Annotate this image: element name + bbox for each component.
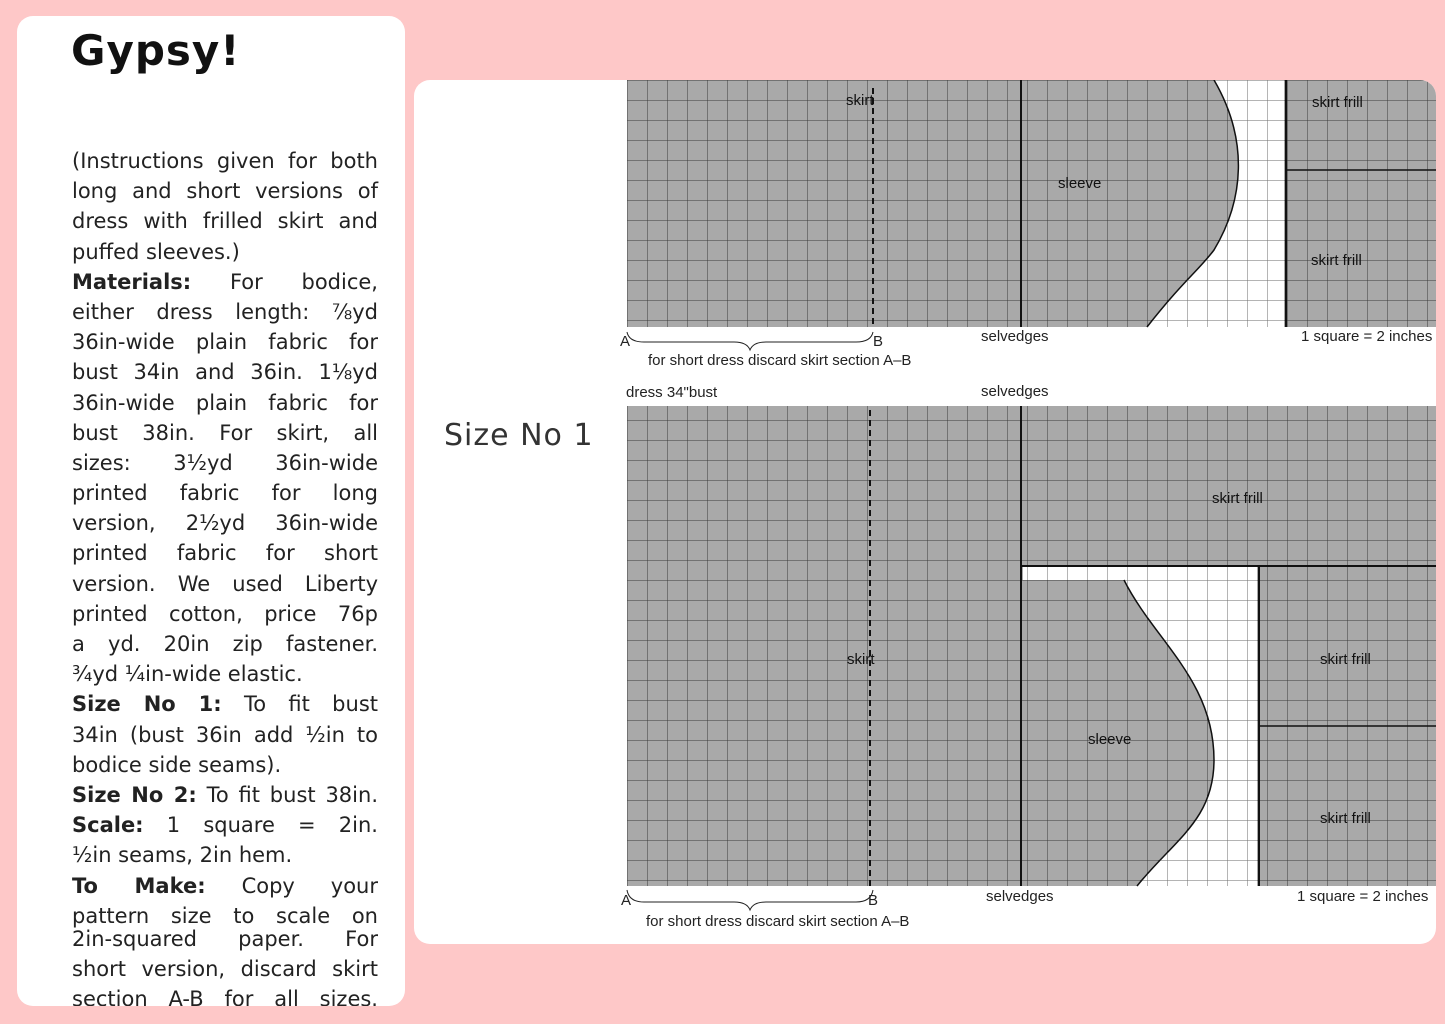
text-line: long and short versions of [72, 179, 378, 204]
top-discard-note: for short dress discard skirt section A–B [648, 352, 912, 369]
text-line: Copy your [241, 873, 378, 898]
top-point-a: A [620, 333, 631, 350]
text-line: ½in seams, 2in hem. [72, 843, 293, 868]
text-line: dress with frilled skirt and [72, 209, 378, 234]
text-line: version. We used Liberty [72, 571, 378, 596]
top-point-b: B [873, 333, 884, 350]
text-line: printed fabric for short [72, 541, 378, 566]
text-line: bodice side seams). [72, 752, 282, 777]
materials-label: Materials: [72, 269, 192, 294]
top-frill-label-1: skirt frill [1312, 94, 1363, 111]
top-pattern-grid [627, 80, 1436, 350]
text-line: puffed sleeves.) [72, 239, 240, 264]
text-line: 36in-wide plain fabric for [72, 330, 378, 355]
size2-label: Size No 2: [72, 782, 197, 807]
text-line: bust 38in. For skirt, all [72, 420, 378, 445]
text-line: printed cotton, price 76p [72, 601, 378, 626]
intro-paragraph [72, 146, 378, 931]
text-line: section A-B for all sizes. [72, 987, 378, 1006]
size-label: Size No 1 [444, 418, 594, 453]
text-line: ¾yd ¼in-wide elastic. [72, 662, 303, 687]
top-sleeve-label: sleeve [1058, 175, 1102, 192]
text-line: short version, discard skirt [72, 957, 378, 982]
to-make-label: To Make: [72, 873, 206, 898]
top-scale-note: 1 square = 2 inches [1301, 328, 1433, 345]
bottom-point-a: A [621, 892, 632, 909]
bottom-pattern-grid [627, 406, 1436, 910]
bottom-point-b: B [868, 892, 879, 909]
text-line: 1 square = 2in. [166, 813, 378, 838]
bottom-frill-label-1: skirt frill [1212, 490, 1263, 507]
bottom-bracket [627, 890, 873, 910]
final-paragraph [72, 924, 378, 1006]
bottom-frill-label-2: skirt frill [1320, 651, 1371, 668]
bust-label: dress 34"bust [626, 384, 718, 401]
text-line: To fit bust 38in. [206, 782, 378, 807]
text-line: version, 2½yd 36in-wide [72, 511, 378, 536]
bottom-sleeve-label: sleeve [1088, 731, 1132, 748]
text-line: 2in-squared paper. For [72, 927, 378, 951]
bottom-discard-note: for short dress discard skirt section A–B [646, 913, 910, 930]
text-line: a yd. 20in zip fastener. [72, 632, 378, 656]
text-line: 36in-wide plain fabric for [72, 390, 378, 415]
text-line: 34in (bust 36in add ½in to [72, 722, 378, 747]
bottom-selvedges-label: selvedges [986, 888, 1054, 905]
bottom-frill-label-3: skirt frill [1320, 810, 1371, 827]
top-frill-label-2: skirt frill [1311, 252, 1362, 269]
top-skirt-label: skirt [846, 92, 874, 109]
text-line: For bodice, [229, 269, 378, 294]
top-bracket [627, 332, 873, 350]
text-line: printed fabric for long [72, 481, 378, 506]
size1-label: Size No 1: [72, 692, 222, 717]
bottom-selvedges-top: selvedges [981, 383, 1049, 400]
scale-label: Scale: [72, 813, 144, 838]
instructions-card [17, 16, 405, 1006]
text-line: bust 34in and 36in. 1⅛yd [72, 360, 378, 385]
text-line: sizes: 3½yd 36in-wide [72, 450, 378, 475]
text-line: either dress length: ⅞yd [72, 299, 378, 324]
pattern-diagram [414, 80, 1436, 944]
pattern-card [414, 80, 1436, 944]
text-line: pattern size to scale on [72, 903, 378, 928]
top-selvedges-label: selvedges [981, 328, 1049, 345]
bottom-skirt-label: skirt [847, 651, 875, 668]
bottom-scale-note: 1 square = 2 inches [1297, 888, 1429, 905]
text-line: To fit bust [244, 692, 378, 717]
text-line: (Instructions given for both [72, 149, 378, 173]
page-title: Gypsy! [71, 26, 241, 75]
